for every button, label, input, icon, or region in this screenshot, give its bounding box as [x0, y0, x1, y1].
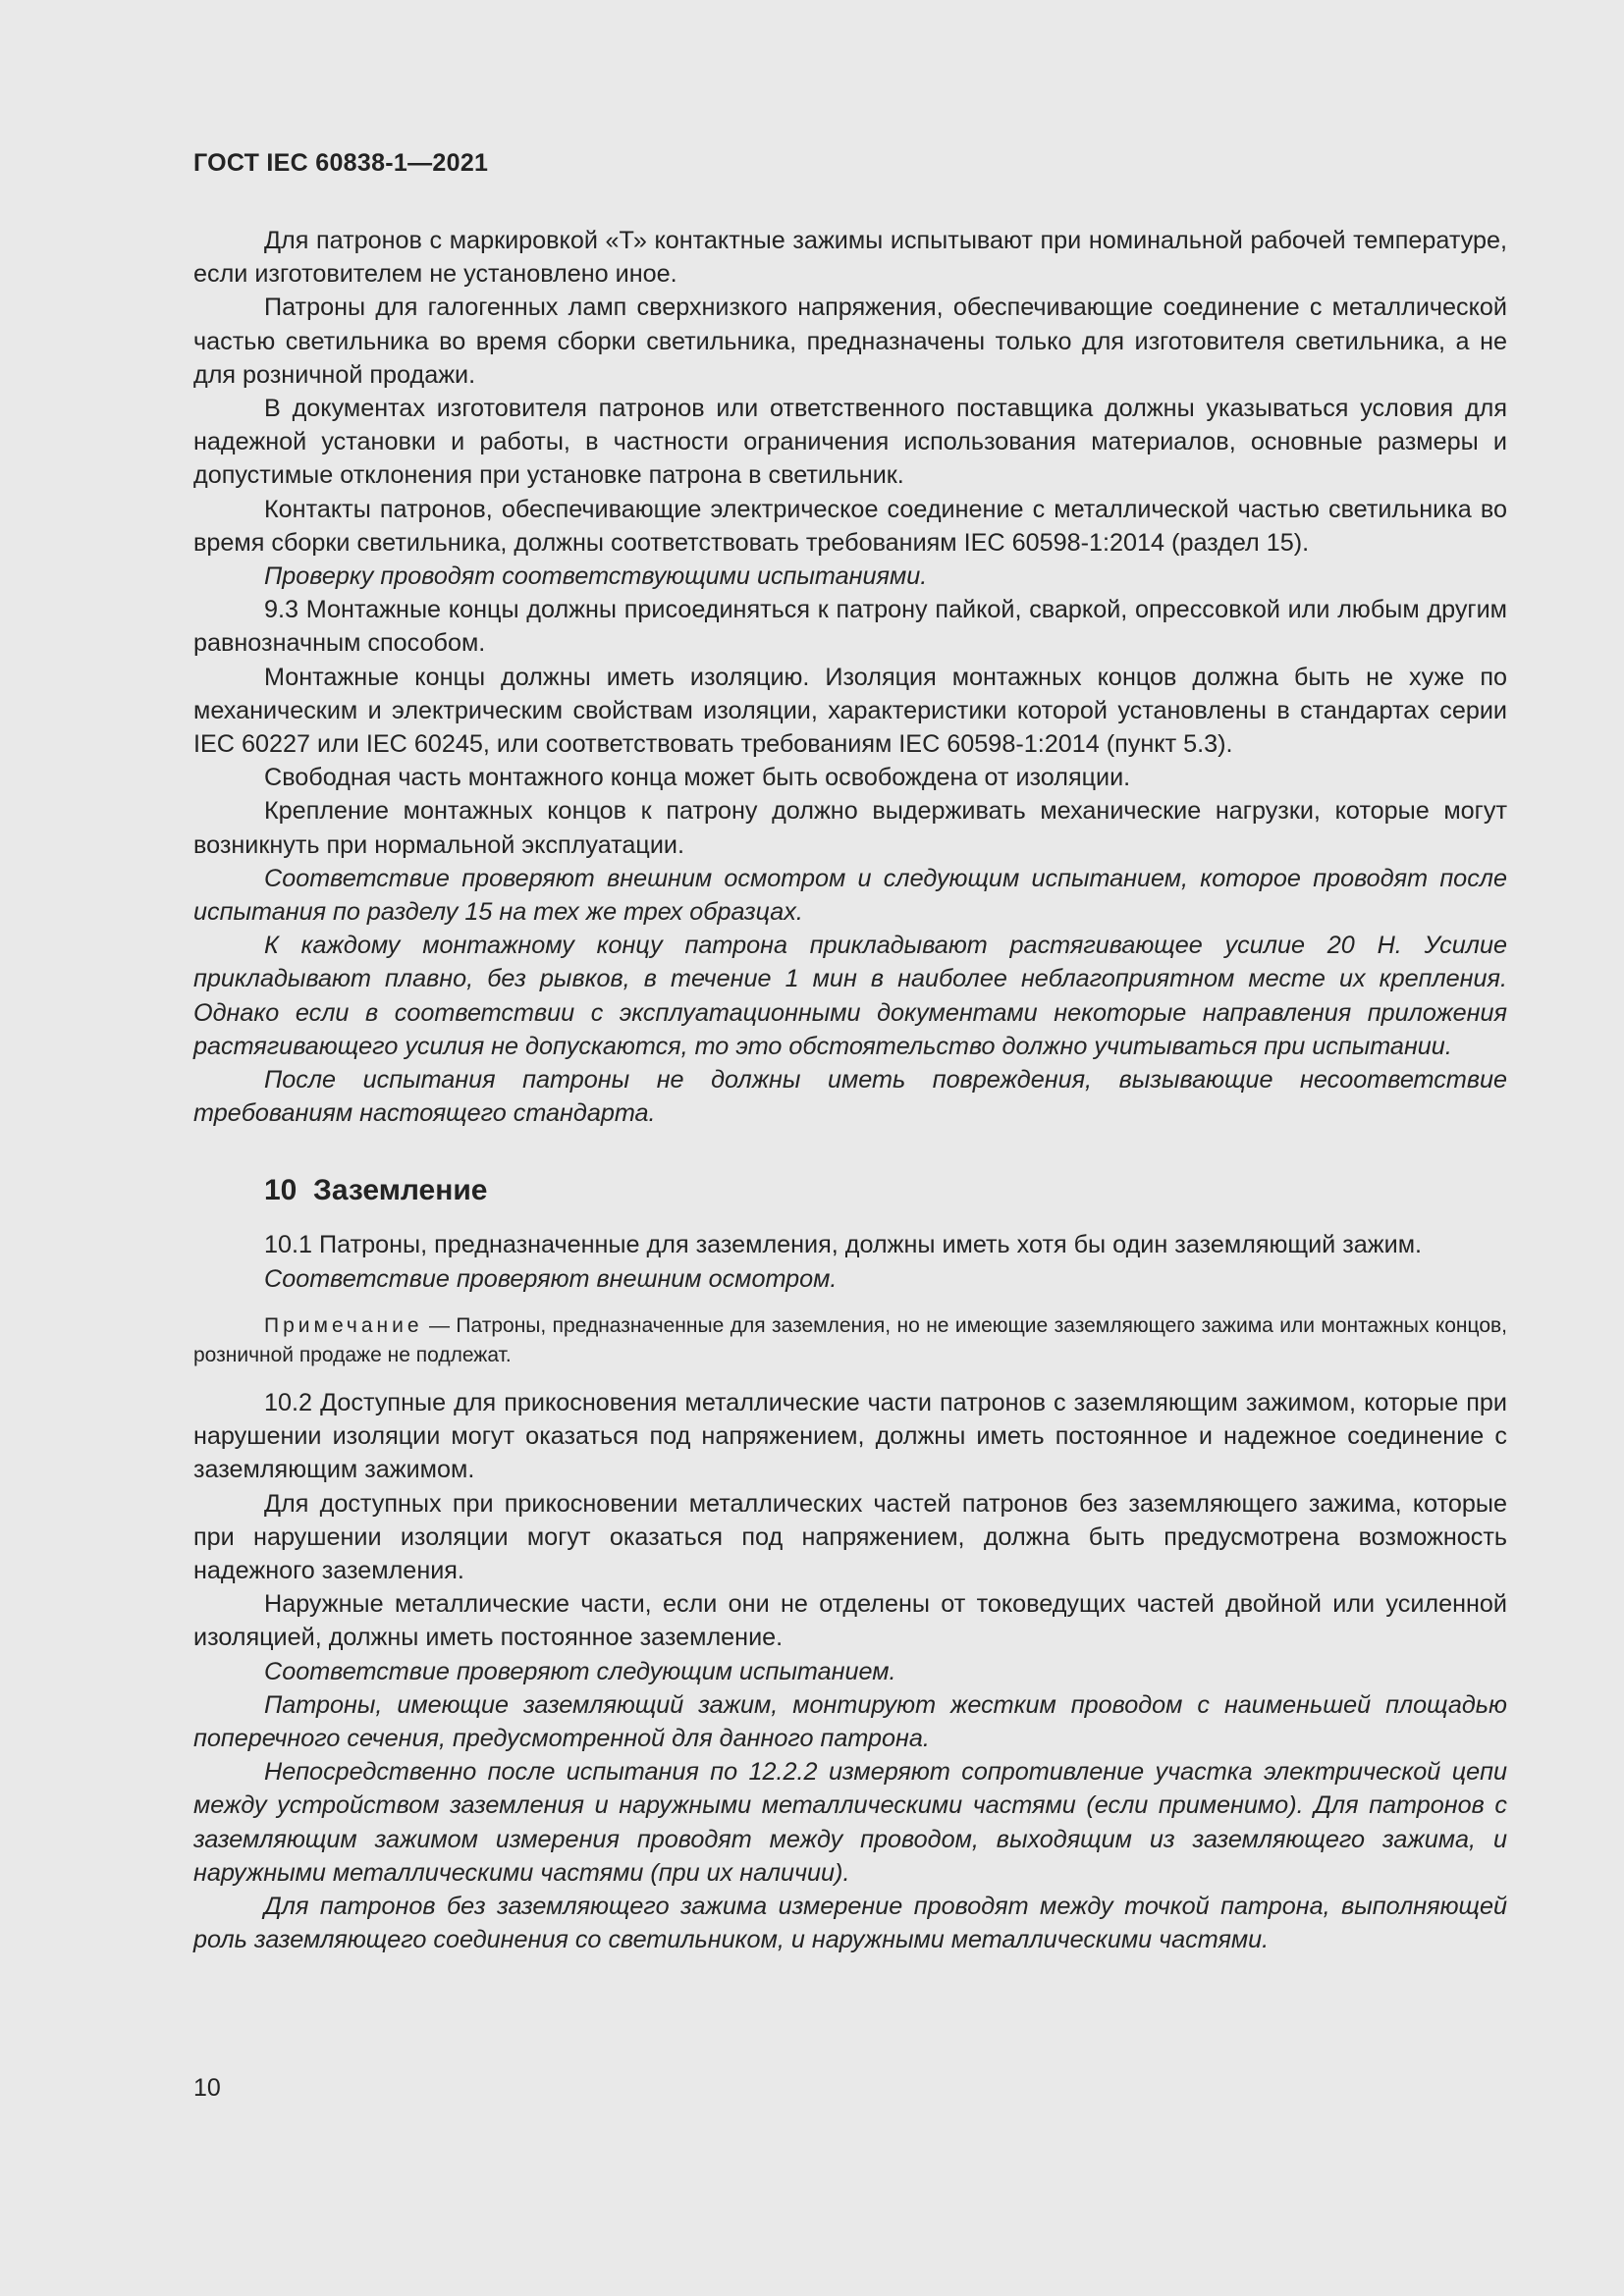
paragraph: Патроны, имеющие заземляющий зажим, монтируют жестким проводом с наименьшей площадью поперечного сечения, предусмотренной для данного патрона.: [193, 1690, 1507, 1752]
paragraph: Проверку проводят соответствующими испытаниями.: [264, 562, 928, 591]
paragraph: Наружные металлические части, если они не отделены от токоведущих частей двойной или усиленной изоляцией, должны иметь постоянное заземление.: [193, 1590, 1507, 1652]
paragraph: Патроны для галогенных ламп сверхнизкого напряжения, обеспечивающие соединение с металлической частью светильника во время сборки светильника, предназначены только для изготовителя светильника, а не для розничной продажи.: [193, 294, 1507, 389]
note-label: Примечание: [264, 1313, 423, 1337]
clause-9-text: [193, 224, 1507, 1130]
paragraph: Контакты патронов, обеспечивающие электрическое соединение с металлической частью светильника во время сборки светильника, должны соответствовать требованиям IEC 60598-1:2014 (раздел 15).: [193, 495, 1507, 557]
paragraph: Соответствие проверяют внешним осмотром и следующим испытанием, которое проводят после испытания по разделу 15 на тех же трех образцах.: [193, 864, 1507, 927]
note: [193, 1311, 1507, 1370]
paragraph: Соответствие проверяют внешним осмотром.: [264, 1264, 838, 1293]
page-body: [193, 224, 1507, 1956]
paragraph: В документах изготовителя патронов или ответственного поставщика должны указываться условия для надежной установки и работы, в частности ограничения использования материалов, основные размеры и допустимые отклонения при установке патрона в светильник.: [193, 395, 1507, 490]
paragraph: После испытания патроны не должны иметь повреждения, вызывающие несоответствие требованиям настоящего стандарта.: [193, 1066, 1507, 1128]
paragraph: Монтажные концы должны иметь изоляцию. Изоляция монтажных концов должна быть не хуже по механическим и электрическим свойствам изоляции, характеристики которой установлены в стандартах серии IEC 60227 или IEC 60245, или соответствовать требованиям IEC 60598-1:2014 (пункт 5.3).: [193, 663, 1507, 759]
section-title: Заземление: [313, 1174, 488, 1207]
section-heading: [264, 1171, 1507, 1210]
paragraph: 10.2 Доступные для прикосновения металлические части патронов с заземляющим зажимом, которые при нарушении изоляции могут оказаться под напряжением, должны иметь постоянное и надежное соединение с заземляющим зажимом.: [193, 1388, 1507, 1484]
paragraph: Соответствие проверяют следующим испытанием.: [264, 1657, 896, 1685]
paragraph: Непосредственно после испытания по 12.2.2 измеряют сопротивление участка электрической цепи между устройством заземления и наружными металлическими частями (если применимо). Для патронов с заземляющим зажимом измерения проводят между проводом, выходящим из заземляющего зажима, и наружными металлическими частями (при их наличии).: [193, 1758, 1507, 1887]
paragraph: 9.3 Монтажные концы должны присоединяться к патрону пайкой, сваркой, опрессовкой или любым другим равнозначным способом.: [193, 596, 1507, 658]
paragraph: Для патронов с маркировкой «Т» контактные зажимы испытывают при номинальной рабочей температуре, если изготовителем не установлено иное.: [193, 227, 1507, 289]
page-number: 10: [193, 2074, 221, 2102]
clause-10-2-text: [193, 1386, 1507, 1956]
clause-10-1-text: [193, 1228, 1507, 1295]
paragraph: Для патронов без заземляющего зажима измерение проводят между точкой патрона, выполняющей роль заземляющего соединения со светильником, и наружными металлическими частями.: [193, 1892, 1507, 1954]
paragraph: Для доступных при прикосновении металлических частей патронов без заземляющего зажима, которые при нарушении изоляции могут оказаться под напряжением, должна быть предусмотрена возможность надежного заземления.: [193, 1489, 1507, 1584]
paragraph: К каждому монтажному концу патрона прикладывают растягивающее усилие 20 Н. Усилие прикладывают плавно, без рывков, в течение 1 мин в наиболее неблагоприятном месте их крепления. Однако если в соответствии с эксплуатационными документами некоторые направления приложения растягивающего усилия не допускаются, то это обстоятельство должно учитываться при испытании.: [193, 932, 1507, 1060]
paragraph: Крепление монтажных концов к патрону должно выдерживать механические нагрузки, которые могут возникнуть при нормальной эксплуатации.: [193, 797, 1507, 859]
section-number: 10: [264, 1174, 298, 1207]
note-text: — Патроны, предназначенные для заземления, но не имеющие заземляющего зажима или монтажных концов, розничной продаже не подлежат.: [193, 1313, 1507, 1366]
paragraph: 10.1 Патроны, предназначенные для заземления, должны иметь хотя бы один заземляющий зажим.: [264, 1231, 1423, 1259]
document-header: ГОСТ IEC 60838-1—2021: [193, 149, 489, 177]
paragraph: Свободная часть монтажного конца может быть освобождена от изоляции.: [264, 764, 1131, 792]
